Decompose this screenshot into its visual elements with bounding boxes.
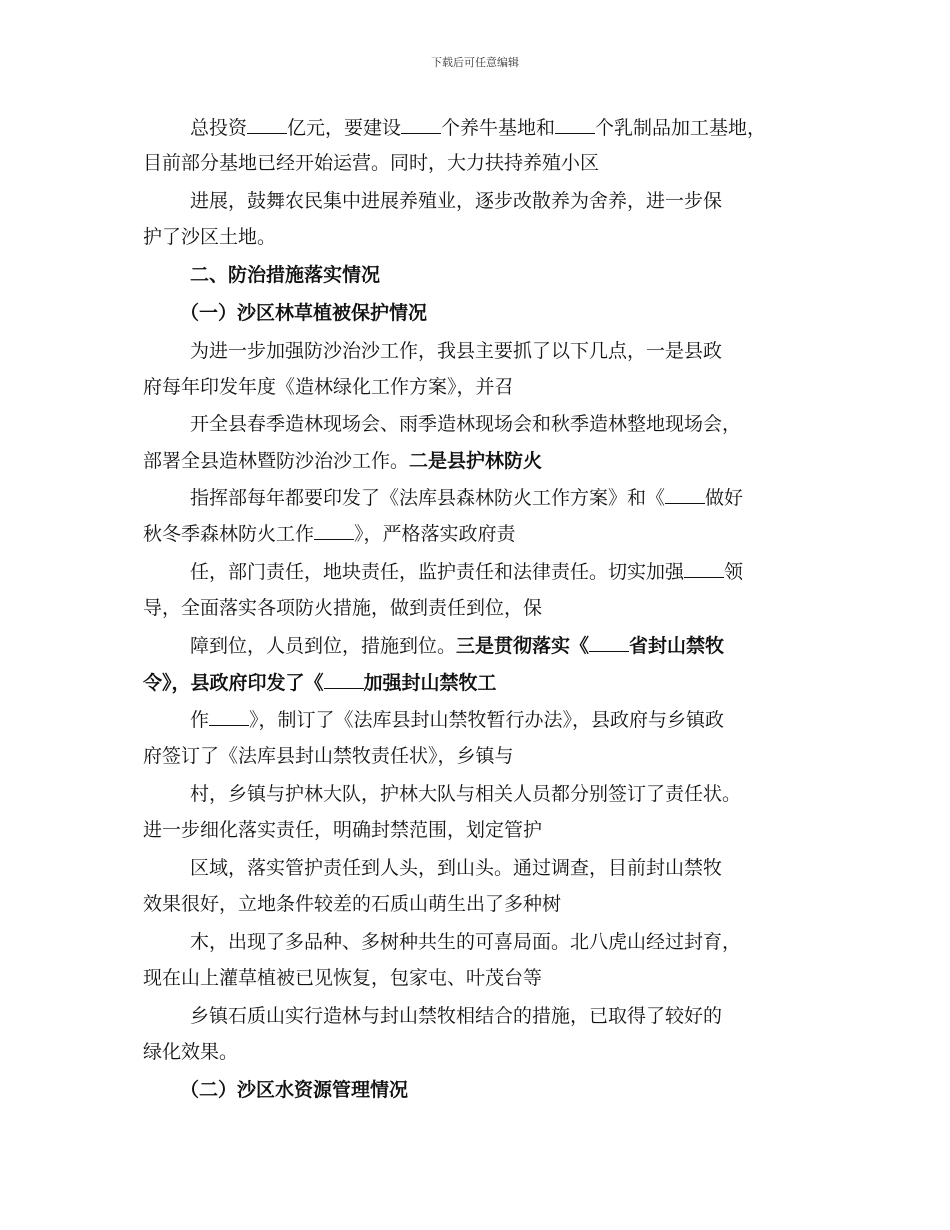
paragraph-line: 府每年印发年度《造林绿化工作方案》，并召 — [143, 376, 514, 398]
text-run: 个养牛基地和 — [441, 117, 556, 139]
blank-underline — [589, 634, 629, 652]
paragraph-line — [190, 708, 724, 732]
text-run: 障到位，人员到位，措施到位。 — [190, 635, 457, 657]
bold-text-run: 省封山禁牧 — [629, 635, 725, 657]
text-run: 任，部门责任，地块责任，监护责任和法律责任。切实加强 — [190, 561, 685, 583]
paragraph-line: 乡镇石质山实行造林与封山禁牧相结合的措施，已取得了较好的 — [190, 1005, 723, 1027]
text-run: 领 — [724, 561, 744, 583]
paragraph-line: 为进一步加强防沙治沙工作，我县主要抓了以下几点，一是县政 — [190, 340, 723, 362]
text-run: 秋冬季森林防火工作 — [143, 523, 315, 545]
paragraph-line: 村，乡镇与护林大队，护林大队与相关人员都分别签订了责任状。 — [190, 783, 742, 805]
paragraph-line: 进展，鼓舞农民集中进展养殖业，逐步改散养为舍养，进一步保 — [190, 190, 723, 212]
blank-underline — [684, 560, 724, 578]
text-run: 总投资 — [190, 117, 248, 139]
paragraph-line: 目前部分基地已经开始运营。同时，大力扶持养殖小区 — [143, 152, 600, 174]
text-run: 亿元，要建设 — [287, 117, 402, 139]
paragraph-line: 护了沙区土地。 — [143, 226, 277, 248]
paragraph-line — [190, 634, 724, 658]
bold-text-run: 令》，县政府印发了《 — [143, 672, 324, 694]
text-run: 做好 — [705, 487, 744, 509]
paragraph-line — [190, 116, 766, 140]
bold-text-run: 三是贯彻落实《 — [456, 635, 590, 657]
text-run: 个乳制品加工基地， — [595, 117, 767, 139]
paragraph-line: 府签订了《法库县封山禁牧责任状》，乡镇与 — [143, 745, 514, 767]
page-header: 下载后可任意编辑 — [431, 56, 519, 69]
paragraph-line — [190, 560, 743, 584]
paragraph-line — [190, 486, 743, 510]
blank-underline — [401, 116, 441, 134]
paragraph-line — [143, 449, 542, 473]
paragraph-line: 开全县春季造林现场会、雨季造林现场会和秋季造林整地现场会， — [190, 413, 742, 435]
bold-text-run: 加强封山禁牧工 — [363, 672, 497, 694]
paragraph-line — [143, 522, 516, 546]
subsection-heading: （二）沙区水资源管理情况 — [180, 1079, 409, 1101]
text-run: 》，严格落实政府责 — [354, 523, 516, 545]
paragraph-line: 现在山上灌草植被已见恢复，包家屯、叶茂台等 — [143, 967, 543, 989]
paragraph-line — [143, 671, 497, 695]
blank-underline — [555, 116, 595, 134]
paragraph-line: 木，出现了多品种、多树种共生的可喜局面。北八虎山经过封育， — [190, 931, 742, 953]
blank-underline — [324, 671, 364, 689]
bold-text-run: 二是县护林防火 — [409, 450, 543, 472]
text-run: 作 — [190, 709, 210, 731]
blank-underline — [314, 522, 354, 540]
paragraph-line: 效果很好，立地条件较差的石质山萌生出了多种树 — [143, 893, 562, 915]
paragraph-line: 区域，落实管护责任到人头，到山头。通过调查，目前封山禁牧 — [190, 857, 723, 879]
text-run: 部署全县造林暨防沙治沙工作。 — [143, 450, 410, 472]
text-run: 》，制订了《法库县封山禁牧暂行办法》，县政府与乡镇政 — [249, 709, 725, 731]
paragraph-line: 进一步细化落实责任，明确封禁范围，划定管护 — [143, 819, 543, 841]
subsection-heading: （一）沙区林草植被保护情况 — [180, 302, 428, 324]
text-run: 指挥部每年都要印发了《法库县森林防火工作方案》和《 — [190, 487, 666, 509]
paragraph-line: 导，全面落实各项防火措施，做到责任到位，保 — [143, 597, 543, 619]
blank-underline — [247, 116, 287, 134]
blank-underline — [665, 486, 705, 504]
section-heading: 二、防治措施落实情况 — [190, 264, 381, 286]
paragraph-line: 绿化效果。 — [143, 1041, 239, 1063]
blank-underline — [209, 708, 249, 726]
